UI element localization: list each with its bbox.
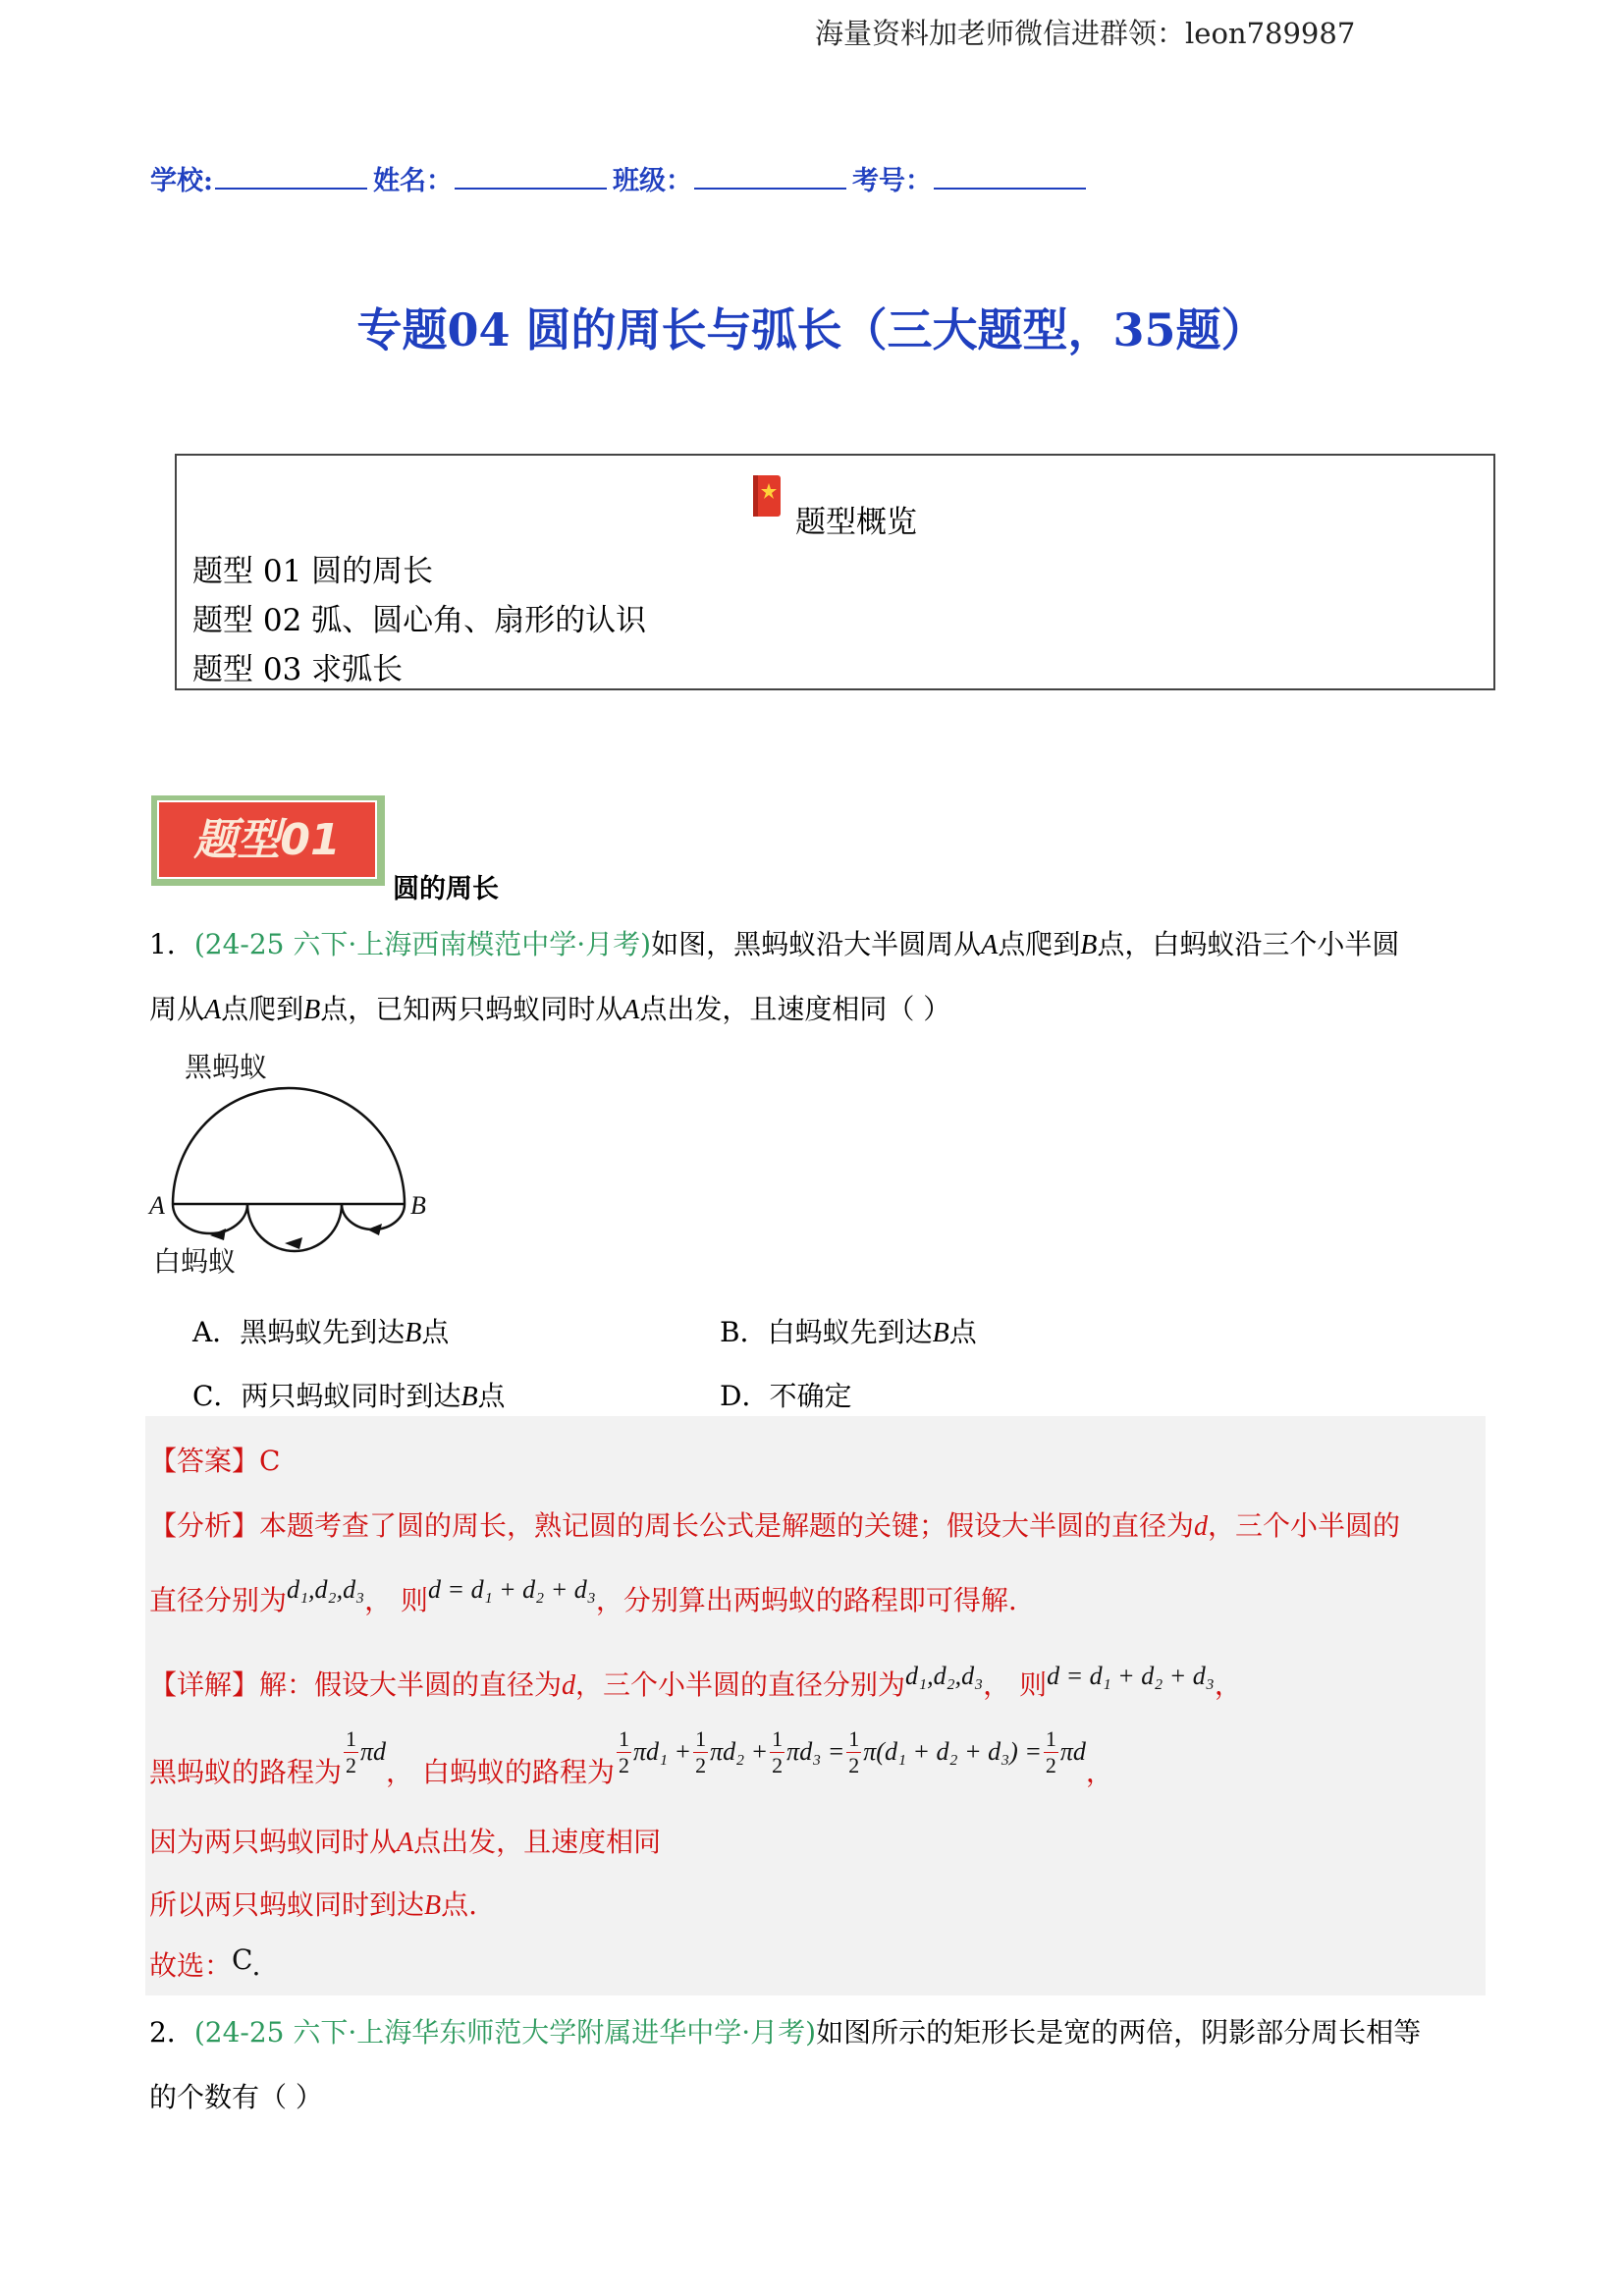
- figure-label-white-ant: 白蚂蚁: [153, 1245, 237, 1278]
- frac-den: 2: [695, 1753, 707, 1777]
- q1-text: 点爬到: [221, 993, 304, 1025]
- name-label: 姓名：: [372, 166, 453, 196]
- detail-label: 【详解】: [149, 1668, 260, 1701]
- figure-point-a: A: [149, 1191, 165, 1220]
- math-sum: d = d₁ + d₂ + d₃: [1047, 1662, 1215, 1690]
- point-a-ref: A: [981, 930, 999, 960]
- detail-text: 因为两只蚂蚁同时从: [149, 1826, 398, 1858]
- detail-line-5: [149, 1944, 260, 1984]
- frac-den: 2: [848, 1753, 860, 1777]
- math-fraction: [1044, 1728, 1058, 1777]
- student-info: [150, 159, 1092, 197]
- answer-choice: C: [232, 1943, 252, 1976]
- math-d: d: [1194, 1511, 1209, 1542]
- q2-line2: 的个数有（ ）: [149, 2081, 323, 2113]
- section-banner-text: 题型01: [193, 815, 341, 865]
- q1-text: 点，已知两只蚂蚁同时从: [320, 993, 623, 1025]
- q1-line2: [149, 988, 950, 1027]
- frac-num: 1: [1045, 1726, 1056, 1751]
- option-c-text: C．两只蚂蚁同时到达: [192, 1380, 461, 1412]
- ant-semicircle-figure: [145, 1043, 440, 1279]
- overview-item-1: 题型 01 圆的周长: [192, 554, 434, 589]
- frac-den: 2: [1045, 1753, 1056, 1777]
- option-b-text: B．白蚂蚁先到达: [720, 1316, 933, 1348]
- detail-text: ，三个小半圆的直径分别为: [575, 1668, 906, 1701]
- math-term: πd₁ +: [632, 1737, 692, 1766]
- figure-point-b: B: [410, 1191, 426, 1220]
- point-a-ref: A: [397, 1828, 414, 1858]
- detail-line-4: [149, 1884, 477, 1923]
- math-pi-d: πd: [1059, 1737, 1086, 1766]
- overview-item-2: 题型 02 弧、圆心角、扇形的认识: [192, 603, 647, 638]
- analysis-text: 直径分别为: [149, 1584, 288, 1616]
- point-b-ref: B: [303, 995, 321, 1025]
- option-c-text: 点: [477, 1380, 506, 1412]
- overview-title: 题型概览: [795, 505, 917, 540]
- frac-num: 1: [772, 1726, 784, 1751]
- option-a[interactable]: [192, 1311, 449, 1350]
- answer-value: C: [259, 1445, 281, 1477]
- q1-source: (24-25 六下·上海西南模范中学·月考): [193, 928, 652, 960]
- q1-text: 点，白蚂蚁沿三个小半圆: [1097, 928, 1400, 960]
- math-term: πd₃ =: [786, 1737, 845, 1766]
- point-b-ref: B: [932, 1318, 949, 1348]
- detail-text: ，: [1085, 1756, 1113, 1788]
- q2-text: 如图所示的矩形长是宽的两倍，阴影部分周长相等: [816, 2016, 1422, 2049]
- answer-line: [149, 1440, 280, 1479]
- q1-text: 点爬到: [998, 928, 1081, 960]
- header-note: 海量资料加老师微信进群领：leon789987: [815, 17, 1356, 50]
- arrow-icon: [367, 1224, 382, 1235]
- frac-den: 2: [346, 1753, 357, 1777]
- point-b-ref: B: [405, 1318, 422, 1348]
- analysis-line-2: [149, 1575, 1017, 1618]
- q1-text: 周从: [149, 993, 205, 1025]
- math-diameters: d₁,d₂,d₃: [287, 1575, 365, 1604]
- math-fraction: [344, 1728, 358, 1777]
- analysis-line-1: [149, 1504, 1400, 1544]
- detail-text: .: [251, 1949, 261, 1982]
- option-c[interactable]: [192, 1375, 506, 1414]
- option-a-text: A．黑蚂蚁先到达: [192, 1316, 406, 1348]
- math-fraction: [617, 1728, 631, 1777]
- answer-label: 【答案】: [149, 1445, 260, 1477]
- arrow-icon: [285, 1237, 302, 1249]
- math-sum: d = d₁ + d₂ + d₃: [428, 1575, 596, 1604]
- math-pi-d: πd: [360, 1737, 387, 1766]
- math-d: d: [562, 1670, 576, 1701]
- school-label: 学校:: [150, 166, 213, 196]
- section-title: 圆的周长: [393, 874, 499, 904]
- math-diameters: d₁,d₂,d₃: [905, 1662, 984, 1690]
- class-blank: [694, 164, 846, 190]
- overview-item-3: 题型 03 求弧长: [192, 652, 404, 687]
- section-banner: [149, 793, 387, 888]
- option-a-text: 点: [421, 1316, 450, 1348]
- math-fraction: [846, 1728, 861, 1777]
- detail-text: 解：假设大半圆的直径为: [259, 1668, 563, 1701]
- math-term: πd₂ +: [710, 1737, 769, 1766]
- q1-line1: [149, 923, 1399, 962]
- detail-text: 点.: [441, 1888, 478, 1921]
- number-blank: [934, 164, 1086, 190]
- option-b-text: 点: [948, 1316, 977, 1348]
- detail-text: ，: [1214, 1668, 1242, 1701]
- analysis-text: ，分别算出两蚂蚁的路程即可得解.: [595, 1584, 1017, 1616]
- detail-text: 故选：: [149, 1949, 233, 1982]
- frac-num: 1: [618, 1726, 629, 1751]
- analysis-text: ，三个小半圆的: [1208, 1509, 1401, 1542]
- frac-num: 1: [848, 1726, 860, 1751]
- frac-den: 2: [618, 1753, 629, 1777]
- overview-box: [175, 454, 1495, 690]
- detail-line-1: [149, 1664, 1242, 1703]
- analysis-text: ， 则: [364, 1584, 429, 1616]
- point-b-ref: B: [1080, 930, 1098, 960]
- frac-den: 2: [772, 1753, 784, 1777]
- detail-text: 点出发，且速度相同: [413, 1826, 662, 1858]
- arrow-icon: [210, 1229, 226, 1240]
- point-b-ref: B: [460, 1382, 478, 1412]
- analysis-label: 【分析】: [149, 1509, 260, 1542]
- q1-number: 1．: [149, 928, 194, 960]
- option-d[interactable]: D．不确定: [720, 1380, 852, 1412]
- q1-text: 点出发，且速度相同（ ）: [639, 993, 951, 1025]
- point-b-ref: B: [424, 1890, 442, 1921]
- school-blank: [215, 164, 367, 190]
- figure-label-black-ant: 黑蚂蚁: [185, 1051, 268, 1083]
- analysis-text: 本题考查了圆的周长，熟记圆的周长公式是解题的关键；假设大半圆的直径为: [259, 1509, 1195, 1542]
- point-a-ref: A: [204, 995, 222, 1025]
- book-icon: [751, 473, 783, 519]
- page-title: 专题04 圆的周长与弧长（三大题型，35题）: [356, 303, 1267, 356]
- frac-num: 1: [695, 1726, 707, 1751]
- frac-num: 1: [346, 1726, 357, 1751]
- class-label: 班级：: [612, 166, 692, 196]
- detail-text: ， 白蚂蚁的路程为: [386, 1756, 615, 1788]
- detail-text: 黑蚂蚁的路程为: [149, 1756, 343, 1788]
- name-blank: [455, 164, 607, 190]
- point-a-ref: A: [622, 995, 640, 1025]
- q2-line1: [149, 2011, 1421, 2050]
- number-label: 考号：: [851, 166, 932, 196]
- detail-text: ， 则: [983, 1668, 1048, 1701]
- q1-text: 如图，黑蚂蚁沿大半圆周从: [651, 928, 982, 960]
- large-semicircle: [173, 1088, 405, 1204]
- option-b[interactable]: [720, 1311, 977, 1350]
- math-fraction: [770, 1728, 784, 1777]
- math-term: π(d₁ + d₂ + d₃) =: [863, 1737, 1042, 1766]
- q2-number: 2．: [149, 2016, 194, 2049]
- detail-line-3: [149, 1821, 661, 1860]
- small-semicircle-1: [173, 1204, 247, 1233]
- small-semicircle-3: [342, 1204, 405, 1230]
- q2-source: (24-25 六下·上海华东师范大学附属进华中学·月考): [193, 2016, 817, 2049]
- detail-line-2: [149, 1728, 1113, 1791]
- math-fraction: [693, 1728, 708, 1777]
- detail-text: 所以两只蚂蚁同时到达: [149, 1888, 425, 1921]
